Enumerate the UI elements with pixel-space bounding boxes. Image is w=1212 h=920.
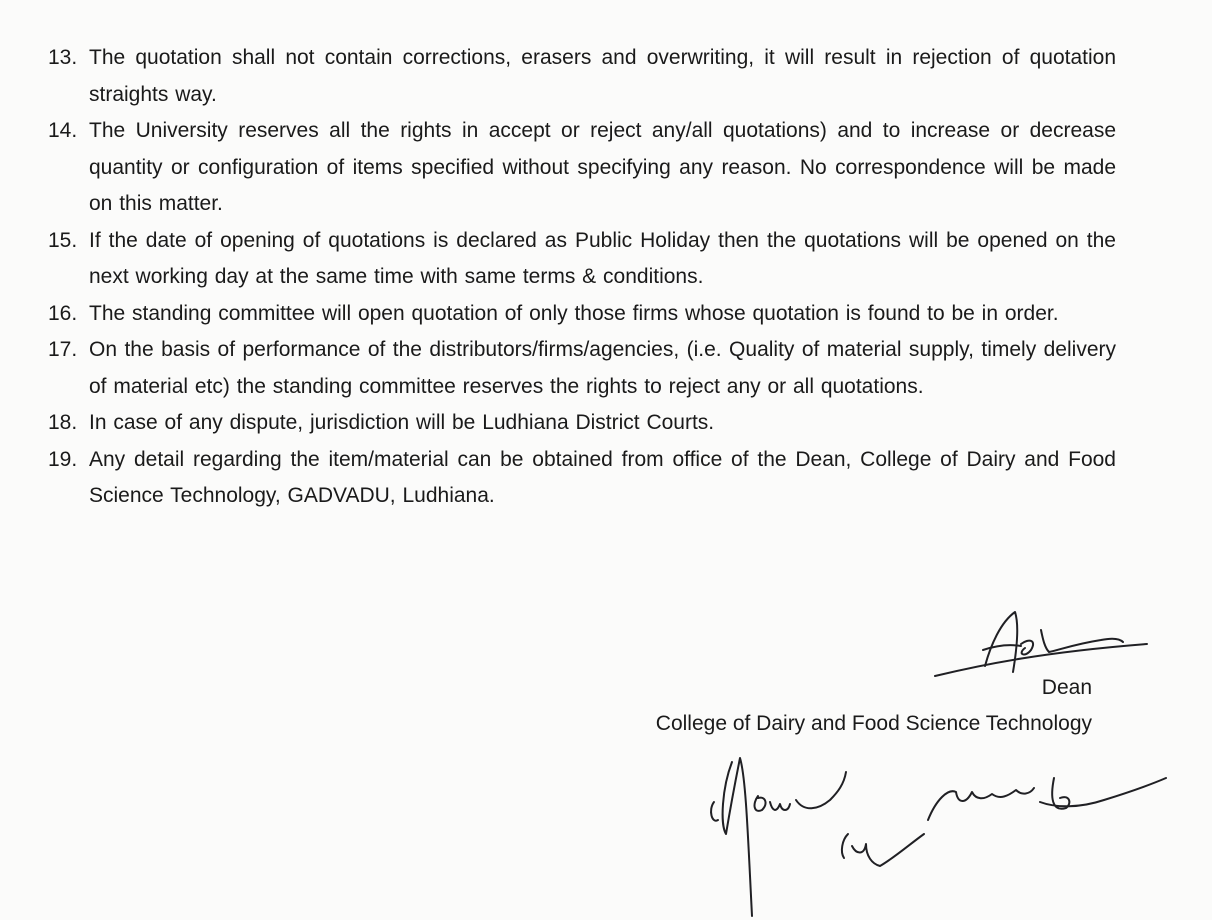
term-text: In case of any dispute, jurisdiction will be Ludhiana District Courts. [89, 411, 715, 434]
committee-signatures [700, 748, 1170, 920]
term-item-13 [48, 40, 1116, 113]
term-number: 16. [48, 301, 78, 325]
term-text: On the basis of performance of the distributors/firms/agencies, (i.e. Quality of material supply, timely delivery of material etc) the standing committee reserves the rights to reject any or all quotations. [89, 338, 1116, 398]
term-item-15 [48, 223, 1116, 296]
term-text: Any detail regarding the item/material can be obtained from office of the Dean, College of Dairy and Food Science Technology, GADVADU, Ludhiana. [89, 447, 1116, 507]
term-text: If the date of opening of quotations is declared as Public Holiday then the quotations will be opened on the next working day at the same time with same terms & conditions. [89, 228, 1116, 288]
term-item-18 [48, 405, 1116, 442]
term-number: 14. [48, 119, 78, 142]
term-number: 17. [48, 338, 78, 361]
term-number: 15. [48, 228, 78, 252]
term-text: The University reserves all the rights in accept or reject any/all quotations) and to increase or decrease quantity or configuration of items specified without specifying any reason. No correspondence will be made on this matter. [89, 119, 1116, 215]
terms-list [48, 40, 1116, 515]
term-number: 19. [48, 447, 78, 471]
term-item-14 [48, 113, 1116, 223]
term-number: 13. [48, 46, 78, 69]
term-item-16 [48, 296, 1116, 333]
signatory-title: Dean [1041, 676, 1092, 699]
signatory-institution: College of Dairy and Food Science Technology [655, 712, 1092, 735]
term-item-17 [48, 332, 1116, 405]
term-text: The standing committee will open quotation of only those firms whose quotation is found to be in order. [89, 301, 1059, 325]
term-item-19 [48, 442, 1116, 515]
term-number: 18. [48, 411, 78, 434]
signature-block [656, 670, 1092, 742]
term-text: The quotation shall not contain corrections, erasers and overwriting, it will result in rejection of quotation straights way. [89, 46, 1116, 106]
